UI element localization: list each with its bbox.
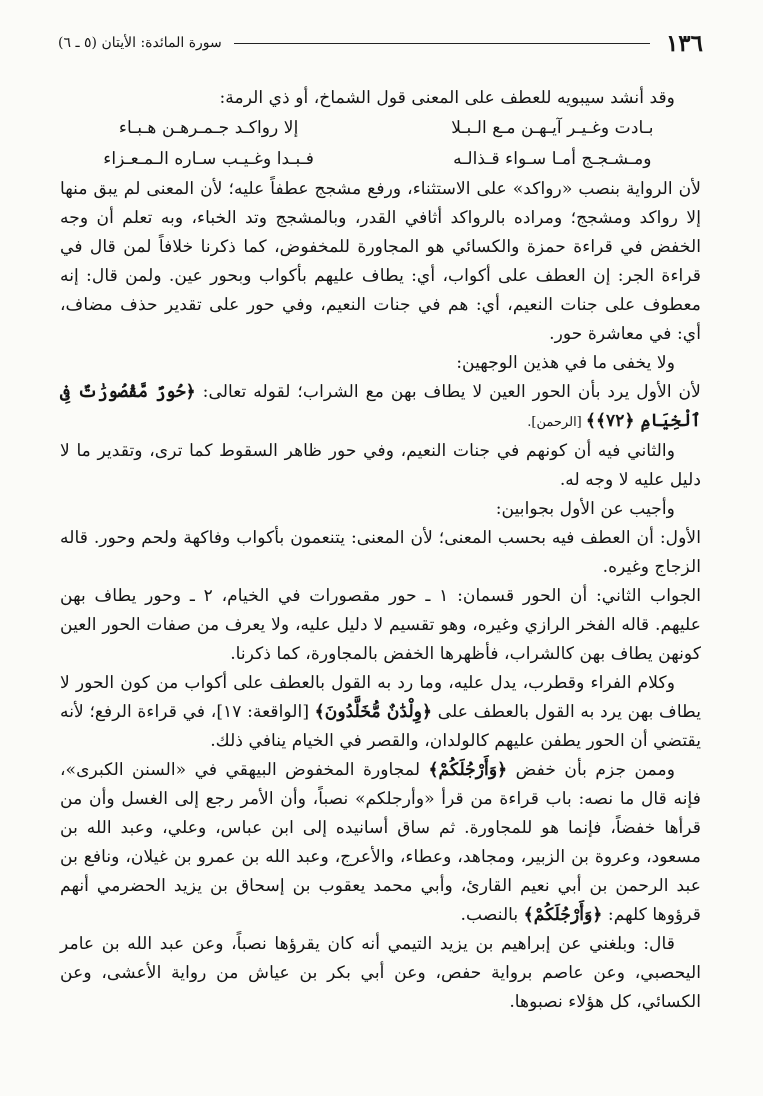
- poem: [68, 113, 693, 175]
- paragraph: وقد أنشد سيبويه للعطف على المعنى قول الشماخ، أو ذي الرمة:: [219, 88, 675, 108]
- quran-verse: ﴿وَأَرْجُلَكُمْ﴾: [428, 760, 508, 780]
- page-header: [58, 26, 703, 60]
- paragraph: الأول: أن العطف فيه بحسب المعنى؛ لأن المعنى: يتنعمون بأكواب وفاكهة ولحم وحور. قاله الزجاج وغيره.: [60, 528, 701, 577]
- surah-title: سورة المائدة: الأيتان (٥ ـ ٦): [58, 35, 222, 51]
- poem-hemistich-right: بـادت وغـيـر آيـهـن مـع الـبـلا: [451, 118, 654, 138]
- page-number: ١٣٦: [665, 29, 703, 57]
- paragraph: وكلام الفراء وقطرب، يدل عليه، وما رد به القول بالعطف على أكواب من كون الحور لا يطاف بهن يرد به القول بالعطف على ﴿وِلْدَٰنٌ مُّخَلَّدُونَ﴾ [الواقعة: ١٧]، في قراءة الرفع؛ لأنه يقتضي أن الحور يطفن عليهم كالولدان، والقصر في الخيام ينافي ذلك.: [60, 673, 701, 751]
- poem-verse: [68, 144, 693, 175]
- poem-verse: [68, 113, 693, 144]
- paragraph: لأن الرواية بنصب «رواكد» على الاستثناء، ورفع مشجج عطفاً عليه؛ لأن المعنى لم يبق منها إلا رواكد ومشجج؛ ومراده بالرواكد أثافي القدر، وبالمشجج وتد الخباء، وبه تعلم أن وجه الخفض في قراءة حمزة والكسائي هو المجاورة للمخفوض، كما ذكرنا خلافاً لمن قال في قراءة الجر: إن العطف على أكواب، أي: يطاف عليهم بأكواب وبحور عين. ولمن قال: إنه معطوف على جنات النعيم، أي: هم في جنات النعيم، وفي حور على تقدير حذف مضاف، أي: في معاشرة حور.: [60, 179, 702, 344]
- poem-hemistich-left: فـبـدا وغـيـب سـاره الـمـعـزاء: [103, 149, 314, 169]
- paragraph: الجواب الثاني: أن الحور قسمان: ١ ـ حور مقصورات في الخيام، ٢ ـ وحور يطاف بهن عليهم. قاله الفخر الرازي وغيره، وهو تقسيم لا دليل عليه، ولا يعرف من صفات الحور العين كونهن يطاف بهن كالشراب، فأظهرها الخفض بالمجاورة، كما ذكرنا.: [60, 586, 701, 664]
- poem-hemistich-right: ومـشـجـج أمـا سـواء قـذالـه: [453, 149, 652, 169]
- paragraph: والثاني فيه أن كونهم في جنات النعيم، وفي حور ظاهر السقوط كما ترى، وتقدير ما لا دليل عليه لا وجه له.: [60, 441, 701, 490]
- quran-verse: ﴿وَأَرْجُلَكُمْ﴾: [523, 905, 603, 925]
- quran-verse: ﴿حُورٌ مَّقْصُورَٰتٌ فِى ٱلْخِيَامِ ﴿٧٢﴾﴾: [60, 382, 701, 431]
- page-body: [60, 84, 701, 1017]
- paragraph: ولا يخفى ما في هذين الوجهين:: [456, 353, 675, 373]
- quran-verse: ﴿وِلْدَٰنٌ مُّخَلَّدُونَ﴾: [314, 702, 433, 722]
- paragraph: وممن جزم بأن خفض ﴿وَأَرْجُلَكُمْ﴾ لمجاورة المخفوض البيهقي في «السنن الكبرى»، فإنه قال ما نصه: باب قراءة من قرأ «وأرجلكم» نصباً، وأن الأمر رجع إلى الغسل وأن من قرأها خفضاً، فإنما هو للمجاورة. ثم ساق أسانيده إلى ابن عباس، وعلي، وعبد الله بن مسعود، وعروة بن الزبير، ومجاهد، وعطاء، والأعرج، وعبد الله بن عمرو بن غيلان، ونافع بن عبد الرحمن بن أبي نعيم القارئ، وأبي محمد يعقوب بن إسحاق بن يزيد الحضرمي أنهم قرؤوها كلهم: ﴿وَأَرْجُلَكُمْ﴾ بالنصب.: [60, 760, 701, 925]
- poem-hemistich-left: إلا رواكـد جـمـرهـن هـبـاء: [118, 118, 299, 138]
- paragraph: لأن الأول يرد بأن الحور العين لا يطاف بهن مع الشراب؛ لقوله تعالى: ﴿حُورٌ مَّقْصُورَٰتٌ فِى ٱلْخِيَامِ ﴿٧٢﴾﴾ [الرحمن].: [60, 382, 701, 431]
- verse-reference: [الرحمن].: [527, 415, 586, 430]
- paragraph: وأجيب عن الأول بجوابين:: [495, 499, 675, 519]
- paragraph: قال: وبلغني عن إبراهيم بن يزيد التيمي أنه كان يقرؤها نصباً، وعن عبد الله بن عامر اليحصبي، وعن عاصم برواية حفص، وعن أبي بكر بن عياش من رواية الأعشى، وعن الكسائي، كل هؤلاء نصبوها.: [60, 934, 701, 1012]
- header-rule: [234, 43, 650, 44]
